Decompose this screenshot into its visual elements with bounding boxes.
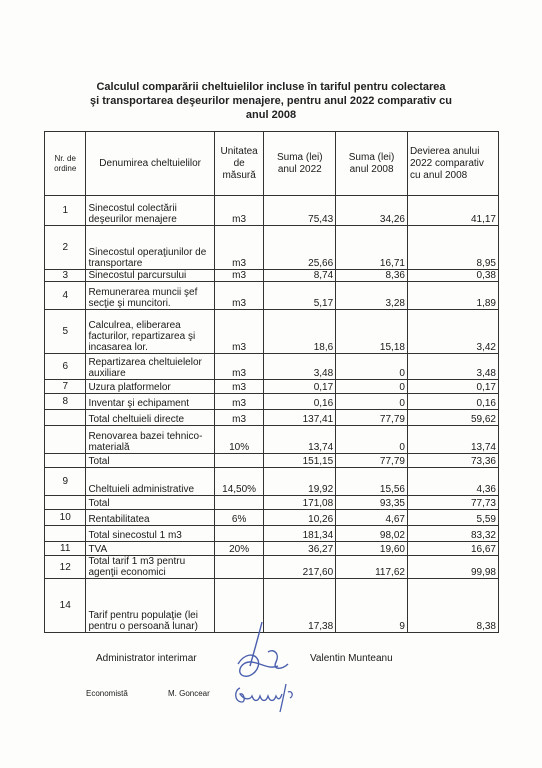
row-sum-2022: 8,74 [264, 270, 336, 282]
row-unit: 20% [214, 542, 264, 556]
row-number: 8 [45, 394, 86, 410]
row-sum-2022: 171,08 [264, 496, 336, 510]
row-deviation: 13,74 [407, 426, 498, 454]
row-name: TVA [86, 542, 214, 556]
table-body [45, 196, 499, 633]
row-name: Renovarea bazei tehnico-materială [86, 426, 214, 454]
header-nr: Nr. de ordine [45, 132, 86, 196]
row-name: Cheltuieli administrative [86, 468, 214, 496]
row-deviation: 0,16 [407, 394, 498, 410]
row-unit: 10% [214, 426, 264, 454]
table-row [45, 454, 499, 468]
row-number: 2 [45, 226, 86, 270]
table-row [45, 468, 499, 496]
cost-comparison-table [44, 131, 499, 633]
table-row [45, 556, 499, 579]
row-deviation: 5,59 [407, 510, 498, 526]
row-number: 3 [45, 270, 86, 282]
row-unit: m3 [214, 354, 264, 380]
row-sum-2022: 10,26 [264, 510, 336, 526]
row-deviation: 1,89 [407, 282, 498, 310]
row-name: Total [86, 496, 214, 510]
table-row [45, 354, 499, 380]
signature-economist-icon [230, 678, 300, 714]
row-deviation: 73,36 [407, 454, 498, 468]
row-sum-2008: 77,79 [336, 410, 408, 426]
row-number: 10 [45, 510, 86, 526]
title-line-1: Calculul comparării cheltuielilor incluse în tariful pentru colectarea [96, 81, 446, 93]
row-sum-2022: 19,92 [264, 468, 336, 496]
header-unit: Unitatea de măsură [214, 132, 264, 196]
row-sum-2008: 117,62 [336, 556, 408, 579]
row-unit [214, 526, 264, 542]
row-name: Inventar şi echipament [86, 394, 214, 410]
table-row [45, 282, 499, 310]
row-sum-2022: 181,34 [264, 526, 336, 542]
admin-name: Valentin Munteanu [310, 653, 393, 664]
row-sum-2008: 16,71 [336, 226, 408, 270]
table-row [45, 426, 499, 454]
row-name: Rentabilitatea [86, 510, 214, 526]
table-row [45, 270, 499, 282]
header-sum-2008: Suma (lei) anul 2008 [336, 132, 408, 196]
row-deviation: 41,17 [407, 196, 498, 226]
row-number: 11 [45, 542, 86, 556]
row-name: Remunerarea muncii şef secţie şi muncitori. [86, 282, 214, 310]
row-deviation: 16,67 [407, 542, 498, 556]
row-sum-2008: 93,35 [336, 496, 408, 510]
row-sum-2022: 36,27 [264, 542, 336, 556]
row-number [45, 454, 86, 468]
row-deviation: 0,38 [407, 270, 498, 282]
table-row [45, 410, 499, 426]
row-sum-2022: 151,15 [264, 454, 336, 468]
row-name: Total tarif 1 m3 pentru agenţii economici [86, 556, 214, 579]
row-deviation: 8,38 [407, 579, 498, 633]
row-name: Sinecostul parcursului [86, 270, 214, 282]
row-number: 14 [45, 579, 86, 633]
row-name: Sinecostul colectării deşeurilor menajere [86, 196, 214, 226]
row-sum-2022: 75,43 [264, 196, 336, 226]
row-unit: m3 [214, 196, 264, 226]
row-number [45, 526, 86, 542]
title-line-3: anul 2008 [245, 109, 297, 121]
row-sum-2008: 0 [336, 426, 408, 454]
admin-role: Administrator interimar [96, 653, 197, 664]
row-name: Total sinecostul 1 m3 [86, 526, 214, 542]
row-sum-2008: 19,60 [336, 542, 408, 556]
table-row [45, 310, 499, 354]
row-name: Repartizarea cheltuielelor auxiliare [86, 354, 214, 380]
row-sum-2008: 15,18 [336, 310, 408, 354]
row-unit: m3 [214, 394, 264, 410]
row-name: Tarif pentru populaţie (lei pentru o persoană lunar) [86, 579, 214, 633]
table-row [45, 526, 499, 542]
row-deviation: 4,36 [407, 468, 498, 496]
table-row [45, 196, 499, 226]
document-title [0, 80, 542, 122]
row-unit: m3 [214, 310, 264, 354]
row-deviation: 77,73 [407, 496, 498, 510]
header-deviation: Devierea anului 2022 comparativ cu anul 2008 [407, 132, 498, 196]
row-number: 4 [45, 282, 86, 310]
row-number: 6 [45, 354, 86, 380]
header-name: Denumirea cheltuielilor [86, 132, 214, 196]
row-sum-2022: 0,16 [264, 394, 336, 410]
table-row [45, 226, 499, 270]
table-row [45, 510, 499, 526]
row-unit [214, 556, 264, 579]
row-sum-2022: 25,66 [264, 226, 336, 270]
row-sum-2008: 77,79 [336, 454, 408, 468]
row-deviation: 59,62 [407, 410, 498, 426]
row-sum-2008: 0 [336, 354, 408, 380]
row-deviation: 0,17 [407, 380, 498, 394]
table-header-row [45, 132, 499, 196]
row-sum-2008: 34,26 [336, 196, 408, 226]
row-sum-2008: 0 [336, 380, 408, 394]
row-sum-2008: 8,36 [336, 270, 408, 282]
table-row [45, 496, 499, 510]
row-number: 9 [45, 468, 86, 496]
row-number [45, 410, 86, 426]
row-sum-2022: 5,17 [264, 282, 336, 310]
row-sum-2008: 0 [336, 394, 408, 410]
row-sum-2008: 98,02 [336, 526, 408, 542]
row-number: 7 [45, 380, 86, 394]
row-sum-2008: 15,56 [336, 468, 408, 496]
row-deviation: 3,48 [407, 354, 498, 380]
row-number: 12 [45, 556, 86, 579]
row-number [45, 426, 86, 454]
row-sum-2022: 13,74 [264, 426, 336, 454]
row-sum-2022: 217,60 [264, 556, 336, 579]
row-sum-2022: 0,17 [264, 380, 336, 394]
row-name: Calculrea, eliberarea facturilor, repartizarea şi incasarea lor. [86, 310, 214, 354]
row-unit: m3 [214, 226, 264, 270]
row-deviation: 8,95 [407, 226, 498, 270]
row-number [45, 496, 86, 510]
row-sum-2022: 17,38 [264, 579, 336, 633]
row-deviation: 83,32 [407, 526, 498, 542]
row-name: Sinecostul operaţiunilor de transportare [86, 226, 214, 270]
footer-economist [86, 689, 210, 698]
row-number: 5 [45, 310, 86, 354]
row-sum-2008: 3,28 [336, 282, 408, 310]
row-sum-2022: 137,41 [264, 410, 336, 426]
row-sum-2008: 4,67 [336, 510, 408, 526]
row-unit: m3 [214, 410, 264, 426]
table-row [45, 542, 499, 556]
row-unit [214, 454, 264, 468]
econ-role: Economistă [86, 689, 128, 698]
row-unit: m3 [214, 380, 264, 394]
row-unit [214, 496, 264, 510]
row-name: Total cheltuieli directe [86, 410, 214, 426]
row-unit: m3 [214, 282, 264, 310]
header-sum-2022: Suma (lei) anul 2022 [264, 132, 336, 196]
row-deviation: 99,98 [407, 556, 498, 579]
row-number: 1 [45, 196, 86, 226]
row-name: Uzura platformelor [86, 380, 214, 394]
econ-name: M. Goncear [168, 689, 210, 698]
row-unit: 14,50% [214, 468, 264, 496]
row-sum-2022: 18,6 [264, 310, 336, 354]
row-sum-2022: 3,48 [264, 354, 336, 380]
title-line-2: şi transportarea deşeurilor menajere, pentru anul 2022 comparativ cu [90, 95, 452, 107]
table-row [45, 394, 499, 410]
row-name: Total [86, 454, 214, 468]
row-unit: m3 [214, 270, 264, 282]
table-row [45, 380, 499, 394]
row-sum-2008: 9 [336, 579, 408, 633]
row-deviation: 3,42 [407, 310, 498, 354]
row-unit: 6% [214, 510, 264, 526]
